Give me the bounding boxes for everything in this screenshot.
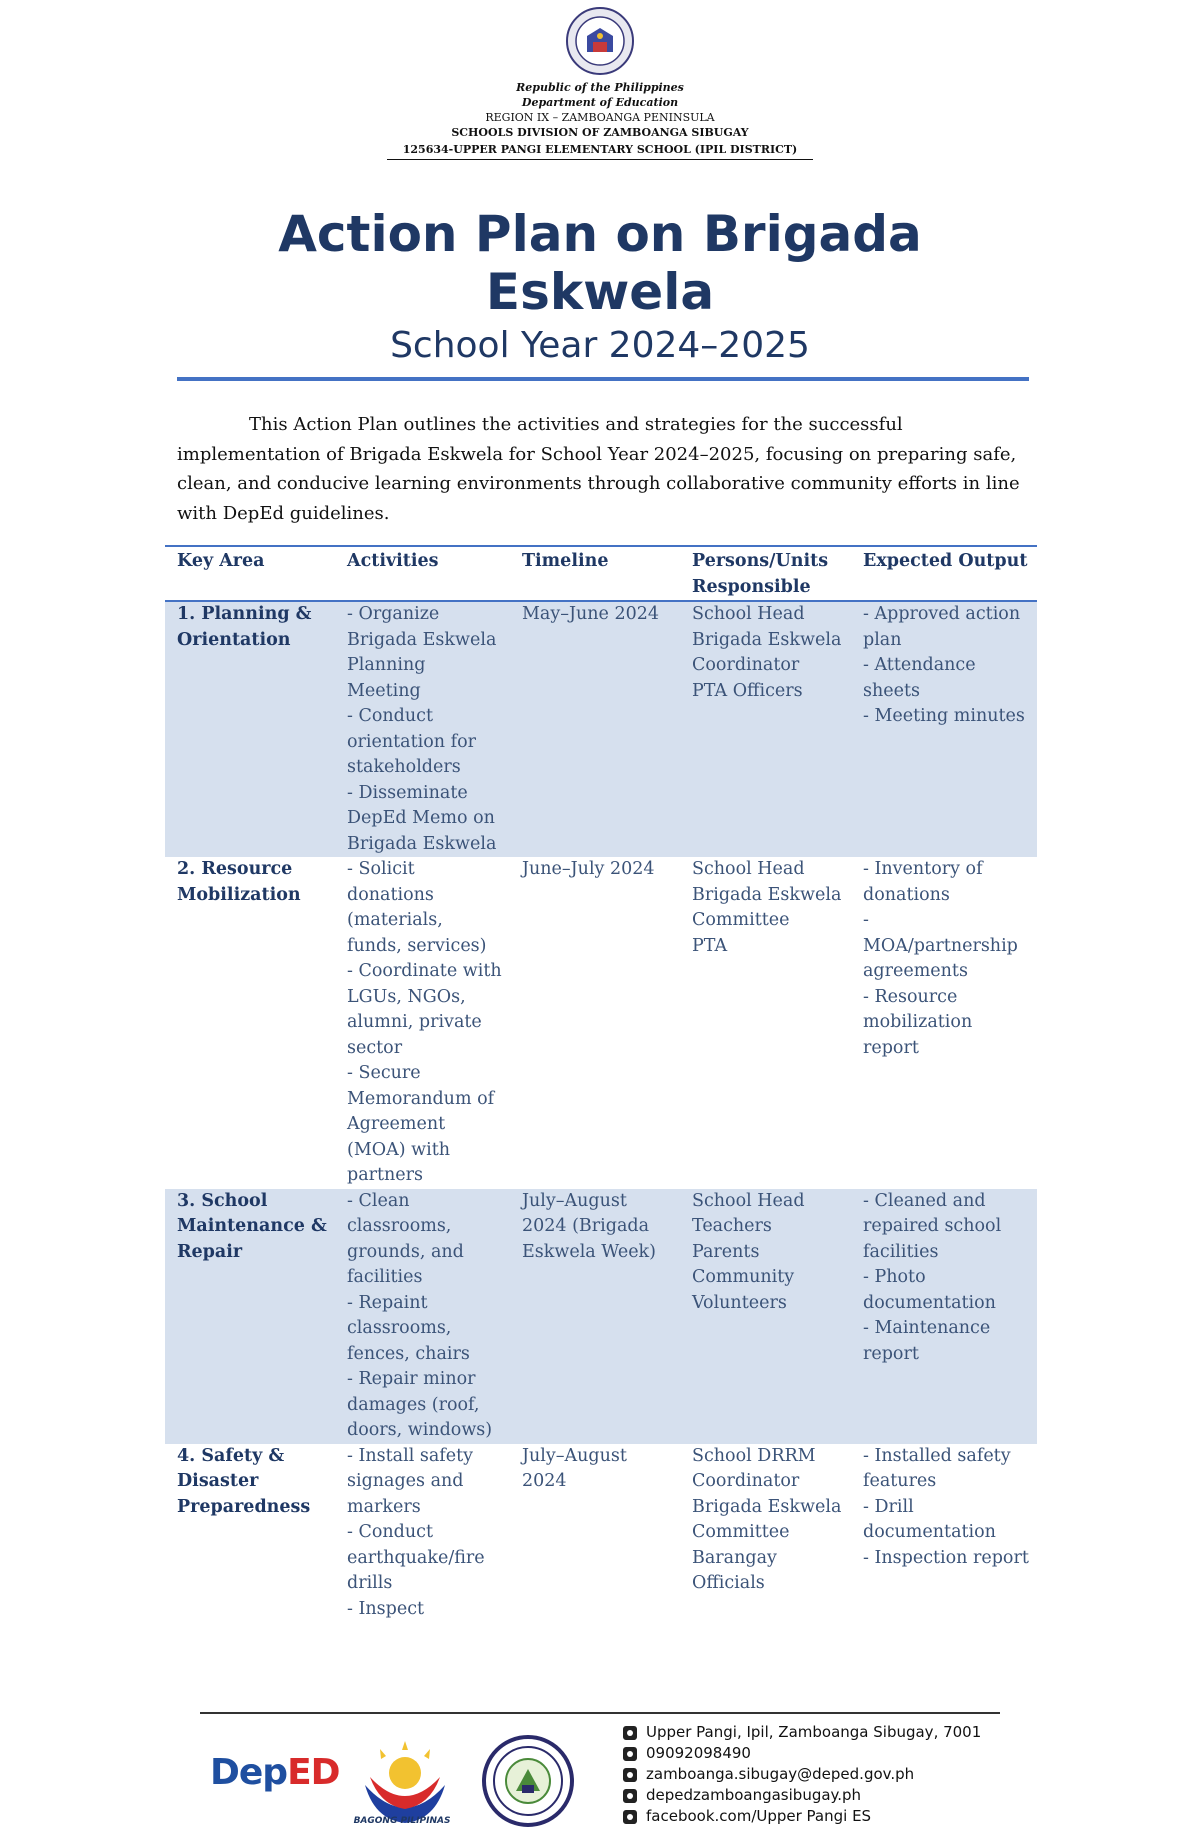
output-cell (851, 857, 1037, 1189)
output-item: - Inventory of donations (863, 859, 983, 905)
deped-logo-ed: ED (287, 1752, 340, 1793)
activities-cell (335, 1189, 510, 1444)
deped-seal-icon (565, 6, 635, 76)
person-item: Brigada Eskwela Coordinator (692, 629, 842, 675)
person-item: Brigada Eskwela Committee (692, 1496, 842, 1542)
action-plan-table (165, 545, 1037, 1622)
activity-item: - Clean classrooms, grounds, and facilities (347, 1190, 464, 1287)
header-republic: Republic of the Philippines (516, 81, 684, 94)
output-item: - Meeting minutes (863, 706, 1025, 726)
page-title-line2: Eskwela (485, 263, 715, 321)
header-region: REGION IX – ZAMBOANGA PENINSULA (485, 111, 715, 124)
activity-item: - Install safety signages and markers (347, 1445, 474, 1517)
deped-logo-dep: Dep (210, 1752, 288, 1793)
web-icon (623, 1789, 637, 1803)
contact-facebook-text[interactable]: facebook.com/Upper Pangi ES (646, 1807, 872, 1825)
activities-cell (335, 601, 510, 857)
deped-logo (210, 1752, 340, 1793)
location-icon (623, 1726, 637, 1740)
footer-divider (200, 1712, 1000, 1714)
output-item: - Attendance sheets (863, 655, 976, 701)
key-area-cell: 3. School Maintenance & Repair (165, 1189, 335, 1444)
timeline-cell: June–July 2024 (522, 859, 655, 879)
activity-item: - Secure Memorandum of Agreement (MOA) with partners (347, 1063, 495, 1185)
person-item: Teachers (692, 1216, 772, 1236)
timeline-cell: May–June 2024 (510, 601, 680, 857)
key-area-cell: 4. Safety & Disaster Preparedness (177, 1445, 311, 1517)
header-school: 125634-UPPER PANGI ELEMENTARY SCHOOL (IPIL DISTRICT) (387, 142, 814, 160)
person-item: PTA (692, 935, 728, 956)
header-division: SCHOOLS DIVISION OF ZAMBOANGA SIBUGAY (451, 126, 749, 139)
output-cell (851, 1444, 1037, 1623)
school-seal-icon (476, 1733, 580, 1829)
title-divider (177, 377, 1029, 381)
output-item: - Installed safety features (863, 1445, 1011, 1491)
activity-item: - Repair minor damages (roof, doors, windows) (347, 1369, 493, 1440)
activity-item: - Solicit donations (materials, funds, services) (347, 859, 487, 956)
activity-item: - Coordinate with LGUs, NGOs, alumni, private sector (347, 961, 502, 1058)
person-item: Community Volunteers (692, 1267, 795, 1313)
persons-cell (680, 1189, 851, 1444)
activity-item: - Conduct orientation for stakeholders (347, 706, 476, 777)
output-item: - Cleaned and repaired school facilities (863, 1190, 1002, 1262)
table-row (165, 601, 1037, 857)
header-persons: Persons/Units Responsible (680, 546, 851, 601)
contact-email-text[interactable]: zamboanga.sibugay@deped.gov.ph (646, 1765, 915, 1783)
contact-website-text[interactable]: depedzamboangasibugay.ph (646, 1786, 862, 1804)
person-item: Brigada Eskwela Committee (692, 884, 842, 930)
header-output: Expected Output (851, 546, 1037, 601)
activities-cell (335, 1444, 510, 1623)
key-area-cell: 1. Planning & Orientation (165, 601, 335, 857)
title-block (0, 205, 1200, 369)
phone-icon (623, 1747, 637, 1761)
table-header-row (165, 546, 1037, 601)
contact-address-text: Upper Pangi, Ipil, Zamboanga Sibugay, 7001 (646, 1723, 982, 1741)
activity-item: - Disseminate DepEd Memo on Brigada Eskwela (347, 782, 497, 854)
key-area-cell: 2. Resource Mobilization (177, 859, 301, 905)
activity-item: - Organize Brigada Eskwela Planning Meeting (347, 604, 497, 701)
bagong-pilipinas-text: BAGONG PILIPINAS (353, 1816, 451, 1826)
activity-item: - Repaint classrooms, fences, chairs (347, 1292, 470, 1364)
person-item: School Head (692, 1190, 805, 1211)
person-item: Parents (692, 1241, 760, 1262)
intro-paragraph: This Action Plan outlines the activities and strategies for the successful implementation of Brigada Eskwela for School Year 2024–2025, focusing on preparing safe, clean, and conducive learning environments through collaborative community efforts in line with DepEd guidelines. (177, 414, 1020, 524)
table-row (165, 1189, 1037, 1444)
contact-phone (623, 1743, 981, 1764)
header-key-area: Key Area (165, 546, 335, 601)
person-item: Barangay Officials (692, 1547, 777, 1593)
page-title-line1: Action Plan on Brigada (278, 205, 922, 263)
header-department: Department of Education (521, 96, 679, 109)
table-row (165, 857, 1037, 1189)
header-timeline: Timeline (510, 546, 680, 601)
person-item: School Head (692, 859, 805, 879)
persons-cell (680, 1444, 851, 1623)
header-activities: Activities (335, 546, 510, 601)
output-item: - Resource mobilization report (863, 986, 973, 1058)
contact-address (623, 1722, 981, 1743)
output-item: - Maintenance report (863, 1318, 991, 1364)
output-item: - Photo documentation (863, 1267, 996, 1313)
email-icon (623, 1768, 637, 1782)
facebook-icon (623, 1810, 637, 1824)
output-item: - Approved action plan (863, 604, 1021, 650)
person-item: PTA Officers (692, 680, 803, 701)
timeline-cell: July–August 2024 (522, 1445, 627, 1491)
letterhead (0, 6, 1200, 160)
persons-cell (680, 857, 851, 1189)
person-item: School DRRM Coordinator (692, 1445, 816, 1491)
page-subtitle: School Year 2024–2025 (390, 325, 810, 366)
output-cell (851, 601, 1037, 857)
output-item: - Inspection report (863, 1547, 1029, 1568)
contact-email[interactable] (623, 1764, 981, 1785)
person-item: School Head (692, 604, 805, 624)
contact-list (623, 1722, 981, 1827)
activity-item: - Inspect (347, 1598, 425, 1619)
output-cell (851, 1189, 1037, 1444)
persons-cell (680, 601, 851, 857)
contact-facebook[interactable] (623, 1806, 981, 1827)
activities-cell (335, 857, 510, 1189)
contact-website[interactable] (623, 1785, 981, 1806)
timeline-cell: July–August 2024 (Brigada Eskwela Week) (510, 1189, 680, 1444)
activity-item: - Conduct earthquake/fire drills (347, 1522, 485, 1593)
output-item: - MOA/partnership agreements (863, 910, 1018, 981)
table-row (165, 1444, 1037, 1623)
contact-phone-text: 09092098490 (646, 1744, 751, 1762)
output-item: - Drill documentation (863, 1496, 996, 1542)
